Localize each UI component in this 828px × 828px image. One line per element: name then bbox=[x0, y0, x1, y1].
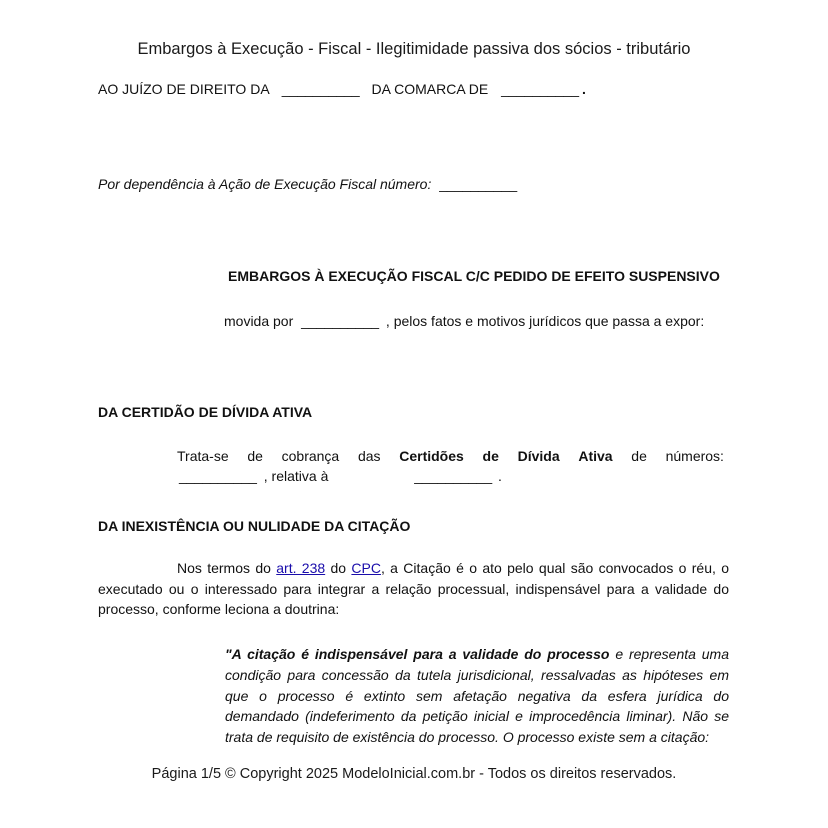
citacao-mid: do bbox=[330, 560, 347, 576]
moved-by-line bbox=[224, 311, 704, 331]
art-238-link[interactable]: art. 238 bbox=[276, 560, 326, 576]
document-title: Embargos à Execução - Fiscal - Ilegitimidade passiva dos sócios - tributário bbox=[137, 40, 691, 58]
section-heading-citacao: DA INEXISTÊNCIA OU NULIDADE DA CITAÇÃO bbox=[98, 518, 411, 534]
district-blank[interactable]: __________ bbox=[501, 81, 580, 97]
certidao-line1: Trata-se de cobrança das Certidões de Dívida Ativa de números: bbox=[177, 448, 724, 464]
page-footer: Página 1/5 © Copyright 2025 ModeloInicial.com.br - Todos os direitos reservados. bbox=[151, 766, 677, 782]
address-line bbox=[98, 79, 586, 99]
section-heading-certidao: DA CERTIDÃO DE DÍVIDA ATIVA bbox=[98, 404, 313, 420]
cpc-link[interactable]: CPC bbox=[351, 560, 381, 576]
citacao-rest: , a Citação é o ato pelo qual são convocados o réu, o executado ou o interessado para integrar a relação processual, indispensável para a validade do processo, conforme leciona a doutrina: bbox=[98, 560, 729, 617]
relativa-text: , relativa à bbox=[263, 468, 329, 484]
moved-by-prefix: movida por bbox=[224, 313, 294, 329]
citacao-paragraph bbox=[98, 558, 729, 620]
relativa-blank[interactable]: __________ bbox=[414, 468, 493, 484]
doctrine-quote bbox=[225, 644, 729, 748]
quote-bold: "A citação é indispensável para a validade do processo bbox=[225, 646, 610, 662]
execution-number-blank[interactable]: __________ bbox=[439, 176, 518, 192]
cda-numbers-blank[interactable]: __________ bbox=[179, 468, 257, 484]
dependency-line bbox=[98, 174, 517, 194]
certidao-end: . bbox=[498, 468, 502, 484]
quote-rest: e representa uma condição para concessão da tutela jurisdicional, ressalvadas as hipóteses em que o processo é extinto sem afetação negativa da esfera jurídica do demandado (indeferimento da petição inicial e improcedência liminar). Não se trata de requisito de existência do processo. O processo existe sem a citação: bbox=[225, 646, 729, 746]
moved-by-suffix: , pelos fatos e motivos jurídicos que passa a expor: bbox=[385, 313, 705, 329]
certidao-line2 bbox=[179, 466, 724, 486]
address-part2: DA COMARCA DE bbox=[371, 81, 489, 97]
main-heading: EMBARGOS À EXECUÇÃO FISCAL C/C PEDIDO DE EFEITO SUSPENSIVO bbox=[228, 268, 720, 284]
address-part1: AO JUÍZO DE DIREITO DA bbox=[98, 81, 269, 97]
court-blank[interactable]: __________ bbox=[281, 81, 360, 97]
dependency-text: Por dependência à Ação de Execução Fiscal número: bbox=[98, 176, 432, 192]
certidao-paragraph bbox=[177, 446, 724, 486]
citacao-prefix: Nos termos do bbox=[177, 560, 271, 576]
plaintiff-blank[interactable]: __________ bbox=[301, 313, 380, 329]
address-end: . bbox=[582, 81, 586, 97]
